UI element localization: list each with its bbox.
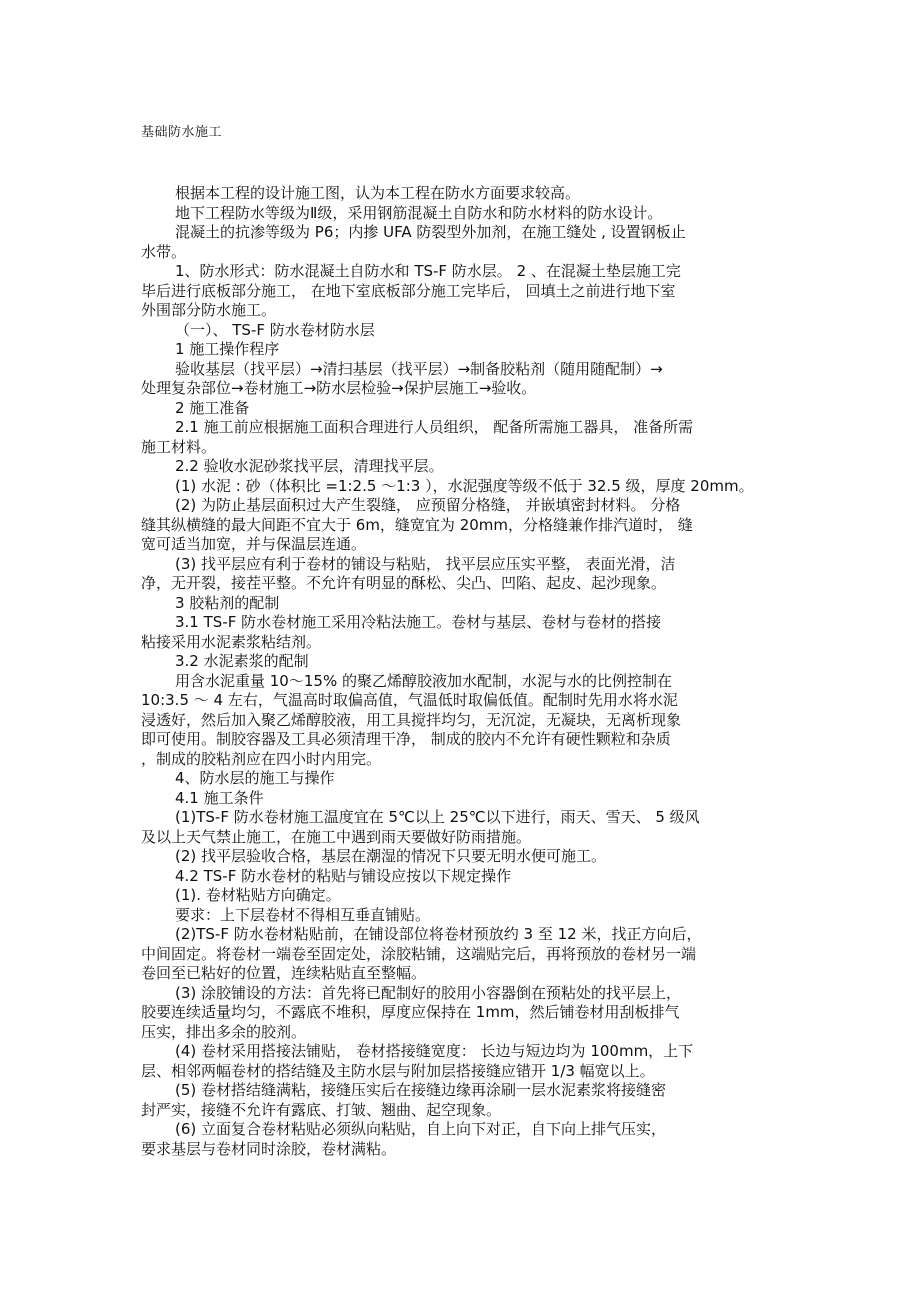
text-line: 地下工程防水等级为Ⅱ级，采用钢筋混凝土自防水和防水材料的防水设计。 xyxy=(175,203,663,222)
text-line: 外围部分防水施工。 xyxy=(141,301,277,319)
text-line: (2) 找平层验收合格，基层在潮湿的情况下只要无明水便可施工。 xyxy=(175,847,607,865)
text-line: 水带。 xyxy=(141,242,187,261)
text-line: 2.1 施工前应根据施工面积合理进行人员组织， 配备所需施工器具， 准备所需 xyxy=(175,418,694,436)
text-line: 用含水泥重量 10～15% 的聚乙烯醇胶液加水配制，水泥与水的比例控制在 xyxy=(175,671,672,690)
text-line: (3) 找平层应有利于卷材的铺设与粘贴， 找平层应压实平整， 表面光滑，洁 xyxy=(175,554,676,573)
text-line: 1、防水形式：防水混凝土自防水和 TS-F 防水层。 2 、在混凝土垫层施工完 xyxy=(175,262,681,280)
text-line: 10:3.5 ～ 4 左右，气温高时取偏高值，气温低时取偏低值。配制时先用水将水泥 xyxy=(141,691,678,709)
text-line: 要求基层与卷材同时涂胶，卷材满粘。 xyxy=(141,1139,397,1158)
text-line: 浸透好，然后加入聚乙烯醇胶液，用工具搅拌均匀，无沉淀，无凝块，无离析现象 xyxy=(141,710,682,729)
text-line: (5) 卷材搭结缝满粘，接缝压实后在接缝边缘再涂刷一层水泥素浆将接缝密 xyxy=(175,1081,667,1099)
text-line: 即可使用。制胶容器及工具必须清理干净， 制成的胶内不允许有硬性颗粒和杂质 xyxy=(141,730,671,748)
text-line: 胶要连续适量均匀，不露底不堆积，厚度应保持在 1mm，然后铺卷材用刮板排气 xyxy=(141,1003,680,1021)
text-line: 2.2 验收水泥砂浆找平层，清理找平层。 xyxy=(175,457,444,475)
text-line: 封严实，接缝不允许有露底、打皱、翘曲、起空现象。 xyxy=(141,1100,502,1119)
text-line: 宽可适当加宽，并与保温层连通。 xyxy=(141,535,367,553)
text-line: 粘接采用水泥素浆粘结剂。 xyxy=(141,632,322,651)
text-line: (1)TS-F 防水卷材施工温度宜在 5℃以上 25℃以下进行，雨天、雪天、 5 级风 xyxy=(175,808,700,826)
text-line: (4) 卷材采用搭接法铺贴， 卷材搭接缝宽度： 长边与短边均为 100mm，上下 xyxy=(175,1042,694,1060)
text-line: (1) 水泥 : 砂（体积比 =1:2.5 ～1:3 ），水泥强度等级不低于 32.5 级，厚度 20mm。 xyxy=(175,476,754,495)
text-line: 2 施工准备 xyxy=(175,398,250,417)
text-line: ，制成的胶粘剂应在四小时内用完。 xyxy=(141,749,382,768)
text-line: 1 施工操作程序 xyxy=(175,340,280,358)
text-line: (2) 为防止基层面积过大产生裂缝， 应预留分格缝， 并嵌填密封材料。 分格 xyxy=(175,496,681,514)
text-line: 卷回至已粘好的位置，连续粘贴直至整幅。 xyxy=(141,964,427,982)
text-line: 层、相邻两幅卷材的搭结缝及主防水层与附加层搭接缝应错开 1/3 幅宽以上。 xyxy=(141,1061,655,1080)
text-line: 3 胶粘剂的配制 xyxy=(175,593,280,612)
text-line: 处理复杂部位→卷材施工→防水层检验→保护层施工→验收。 xyxy=(141,379,537,397)
text-line: 缝其纵横缝的最大间距不宜大于 6m，缝宽宜为 20mm，分格缝兼作排汽道时， 缝 xyxy=(141,515,693,534)
text-line: (1). 卷材粘贴方向确定。 xyxy=(175,886,341,904)
text-line: 验收基层（找平层）→清扫基层（找平层）→制备胶粘剂（随用随配制）→ xyxy=(175,359,663,378)
text-line: 4.2 TS-F 防水卷材的粘贴与铺设应按以下规定操作 xyxy=(175,866,512,885)
text-line: (2)TS-F 防水卷材粘贴前，在铺设部位将卷材预放约 3 至 12 米，找正方向后， xyxy=(175,925,702,943)
text-line: 净，无开裂，接茬平整。不允许有明显的酥松、尖凸、凹陷、起皮、起沙现象。 xyxy=(141,574,667,592)
text-line: 根据本工程的设计施工图，认为本工程在防水方面要求较高。 xyxy=(175,184,581,202)
text-line: 3.1 TS-F 防水卷材施工采用冷粘法施工。卷材与基层、卷材与卷材的搭接 xyxy=(175,613,662,631)
document-body xyxy=(141,184,789,1159)
text-line: (6) 立面复合卷材粘贴必须纵向粘贴，自上向下对正，自下向上排气压实， xyxy=(175,1120,667,1138)
text-line: 中间固定。将卷材一端卷至固定处，涂胶粘铺，这端贴完后，再将预放的卷材另一端 xyxy=(141,944,697,963)
text-line: 混凝土的抗渗等级为 P6；内掺 UFA 防裂型外加剂，在施工缝处 , 设置钢板止 xyxy=(175,223,686,241)
text-line: 4、防水层的施工与操作 xyxy=(175,769,335,787)
text-line: 毕后进行底板部分施工， 在地下室底板部分施工完毕后， 回填土之前进行地下室 xyxy=(141,281,676,300)
text-line: 要求：上下层卷材不得相互垂直铺贴。 xyxy=(175,905,431,924)
page-header-title: 基础防水施工 xyxy=(141,125,223,140)
text-line: (3) 涂胶铺设的方法：首先将已配制好的胶用小容器倒在预粘处的找平层上， xyxy=(175,983,682,1002)
text-line: 4.1 施工条件 xyxy=(175,788,264,807)
text-line: 压实，排出多余的胶剂。 xyxy=(141,1022,307,1041)
text-line: 施工材料。 xyxy=(141,437,217,456)
text-line: 3.2 水泥素浆的配制 xyxy=(175,652,309,670)
text-line: （一）、 TS-F 防水卷材防水层 xyxy=(175,320,375,339)
text-line: 及以上天气禁止施工，在施工中遇到雨天要做好防雨措施。 xyxy=(141,827,532,846)
